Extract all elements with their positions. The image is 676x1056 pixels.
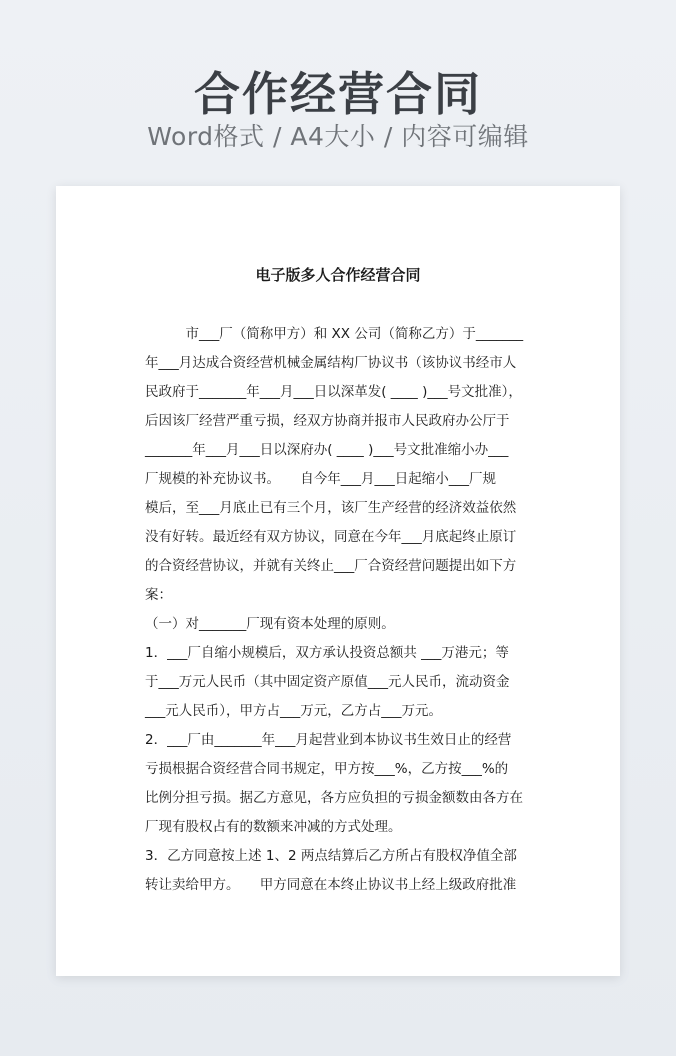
document-line: 民政府于_______年___月___日以深革发( ____ )___号文批准）， (145, 384, 522, 400)
document-line: （一）对_______厂现有资本处理的原则。 (145, 616, 395, 632)
document-line: 市___厂（简称甲方）和 XX 公司（简称乙方）于_______ (145, 326, 524, 342)
document-line: 1．___厂自缩小规模后，双方承认投资总额共 ___万港元；等 (145, 645, 509, 661)
document-line: 2．___厂由_______年___月起营业到本协议书生效日止的经营 (145, 732, 512, 748)
document-line: 的合资经营协议，并就有关终止___厂合资经营问题提出如下方 (145, 558, 517, 574)
hero-title: 合作经营合同 (194, 67, 482, 121)
hero-subtitle: Word格式 / A4大小 / 内容可编辑 (147, 122, 529, 151)
document-line: ___元人民币），甲方占___万元，乙方占___万元。 (145, 703, 442, 719)
document-line: 后因该厂经营严重亏损，经双方协商并报市人民政府办公厅于 (145, 413, 510, 429)
document-title: 电子版多人合作经营合同 (255, 266, 421, 284)
document-page (56, 186, 620, 976)
document-line: 于___万元人民币（其中固定资产原值___元人民币，流动资金 (145, 674, 510, 690)
document-line: 厂现有股权占有的数额来冲减的方式处理。 (145, 819, 402, 835)
document-line: 比例分担亏损。据乙方意见，各方应负担的亏损金额数由各方在 (145, 790, 523, 806)
document-line: 3．乙方同意按上述 1、2 两点结算后乙方所占有股权净值全部 (145, 848, 517, 864)
document-line: 年___月达成合资经营机械金属结构厂协议书（该协议书经市人 (145, 355, 517, 371)
document-line: 厂规模的补充协议书。 自今年___月___日起缩小___厂规 (145, 471, 496, 487)
document-body (145, 320, 535, 900)
document-line: _______年___月___日以深府办( ____ )___号文批准缩小办___ (145, 442, 509, 458)
document-line: 亏损根据合资经营合同书规定，甲方按___%，乙方按___%的 (145, 761, 509, 777)
document-line: 转让卖给甲方。 甲方同意在本终止协议书上经上级政府批准 (145, 877, 517, 893)
document-line: 没有好转。最近经有双方协议，同意在今年___月底起终止原订 (145, 529, 517, 545)
document-line: 模后，至___月底止已有三个月，该厂生产经营的经济效益依然 (145, 500, 517, 516)
document-line: 案： (145, 587, 172, 603)
